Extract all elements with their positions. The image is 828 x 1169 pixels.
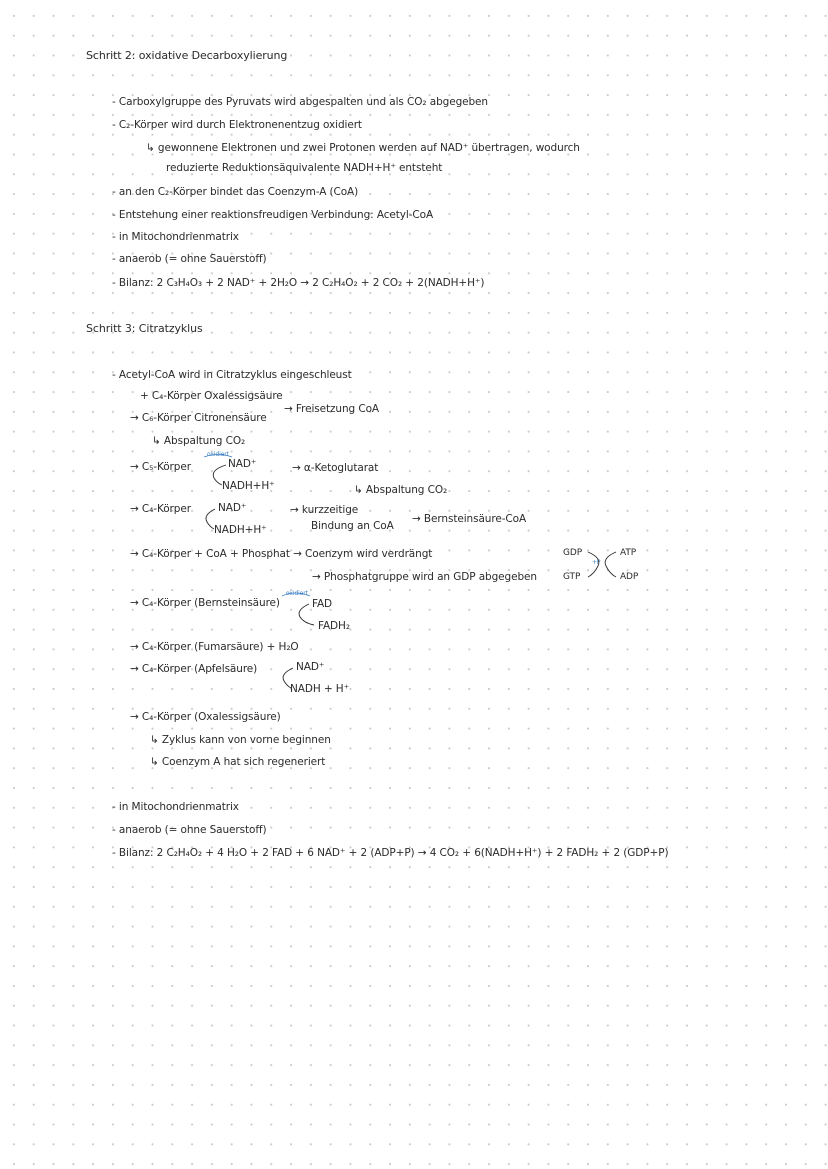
step3-c6-co2: ↳ Abspaltung CO₂ [152, 435, 246, 447]
step3-heading: Schritt 3: Citratzyklus [86, 322, 203, 335]
step3-phosphat: → Phosphatgruppe wird an GDP abgegeben [312, 571, 537, 583]
step3-freisetzung: → Freisetzung CoA [284, 403, 379, 415]
step2-line-5: - an den C₂-Körper bindet das Coenzym-A (CoA) [112, 186, 359, 198]
step2-line-4: reduzierte Reduktionsäquivalente NADH+H⁺ entsteht [166, 162, 443, 174]
step3-oxidiert-2: oxidiert [286, 590, 308, 597]
step3-bilanz: - Bilanz: 2 C₂H₄O₂ + 4 H₂O + 2 FAD + 6 NAD⁺ + 2 (ADP+P) → 4 CO₂ + 6(NADH+H⁺) + 2 FADH₂ + 2 (GDP+P) [112, 847, 669, 859]
step3-c5-nad: NAD⁺ [228, 458, 257, 470]
step3-keto: → α-Ketoglutarat [292, 462, 379, 474]
step3-c4b: → C₄-Körper + CoA + Phosphat → Coenzym wird verdrängt [130, 548, 433, 560]
step2-line-8: - anaerob (= ohne Sauerstoff) [112, 253, 267, 265]
step2-line-6: - Entstehung einer reaktionsfreudigen Verbindung: Acetyl-CoA [112, 209, 434, 221]
step3-c4a-nadh: NADH+H⁺ [214, 524, 267, 536]
nad-curve-2 [206, 509, 215, 529]
step3-matrix: - in Mitochondrienmatrix [112, 801, 239, 813]
gtp-label: GTP [563, 572, 581, 582]
step3-c4a: → C₄-Körper [130, 503, 191, 515]
step3-kurz-2: Bindung an CoA [311, 520, 394, 532]
adp-label: ADP [620, 572, 639, 582]
step2-line-3: ↳ gewonnene Elektronen und zwei Protonen werden auf NAD⁺ übertragen, wodurch [146, 142, 580, 154]
atp-label: ATP [620, 548, 637, 558]
fad-curve [299, 604, 314, 625]
step3-c4d: → C₄-Körper (Fumarsäure) + H₂O [130, 641, 299, 653]
step3-keto-co2: ↳ Abspaltung CO₂ [354, 484, 448, 496]
step3-c6: → C₆-Körper Citronensäure [130, 412, 267, 424]
step3-kurz-1: → kurzzeitige [290, 504, 359, 516]
oxidiert-bracket-1 [204, 455, 232, 458]
step3-acetyl: - Acetyl-CoA wird in Citratzyklus eingeschleust [112, 369, 352, 381]
plus-p-label: +P [592, 559, 601, 566]
step3-fadh2: FADH₂ [318, 620, 350, 632]
gdp-curve [588, 552, 599, 577]
step3-oxidiert-1: oxidiert [207, 451, 229, 458]
step3-c4a-nad: NAD⁺ [218, 502, 247, 514]
step3-c4c: → C₄-Körper (Bernsteinsäure) [130, 597, 280, 609]
step3-fad: FAD [312, 598, 333, 610]
gdp-label: GDP [563, 548, 583, 558]
step3-coenzym: ↳ Coenzym A hat sich regeneriert [150, 756, 326, 768]
step3-c4e-nad: NAD⁺ [296, 661, 325, 673]
step3-bernstein-coa: → Bernsteinsäure-CoA [412, 513, 527, 525]
step2-bilanz: - Bilanz: 2 C₃H₄O₃ + 2 NAD⁺ + 2H₂O → 2 C₂H₄O₂ + 2 CO₂ + 2(NADH+H⁺) [112, 277, 485, 289]
atp-curve [605, 552, 616, 577]
nad-curve-3 [283, 668, 293, 688]
step2-heading: Schritt 2: oxidative Decarboxylierung [86, 49, 288, 62]
step3-c5: → C₅-Körper [130, 461, 191, 473]
step3-c5-nadh: NADH+H⁺ [222, 480, 275, 492]
step3-plus-c4: + C₄-Körper Oxalessigsäure [140, 390, 283, 402]
step3-c4e-nadh: NADH + H⁺ [290, 683, 350, 695]
step2-line-2: - C₂-Körper wird durch Elektronenentzug oxidiert [112, 119, 362, 131]
step3-c4e: → C₄-Körper (Apfelsäure) [130, 663, 258, 675]
step3-anaerob: - anaerob (= ohne Sauerstoff) [112, 824, 267, 836]
step3-zyklus: ↳ Zyklus kann von vorne beginnen [150, 734, 331, 746]
step2-line-7: - in Mitochondrienmatrix [112, 231, 239, 243]
step2-line-1: - Carboxylgruppe des Pyruvats wird abgespalten und als CO₂ abgegeben [112, 96, 488, 108]
step3-c4f: → C₄-Körper (Oxalessigsäure) [130, 711, 281, 723]
nad-curve-1 [213, 465, 226, 485]
